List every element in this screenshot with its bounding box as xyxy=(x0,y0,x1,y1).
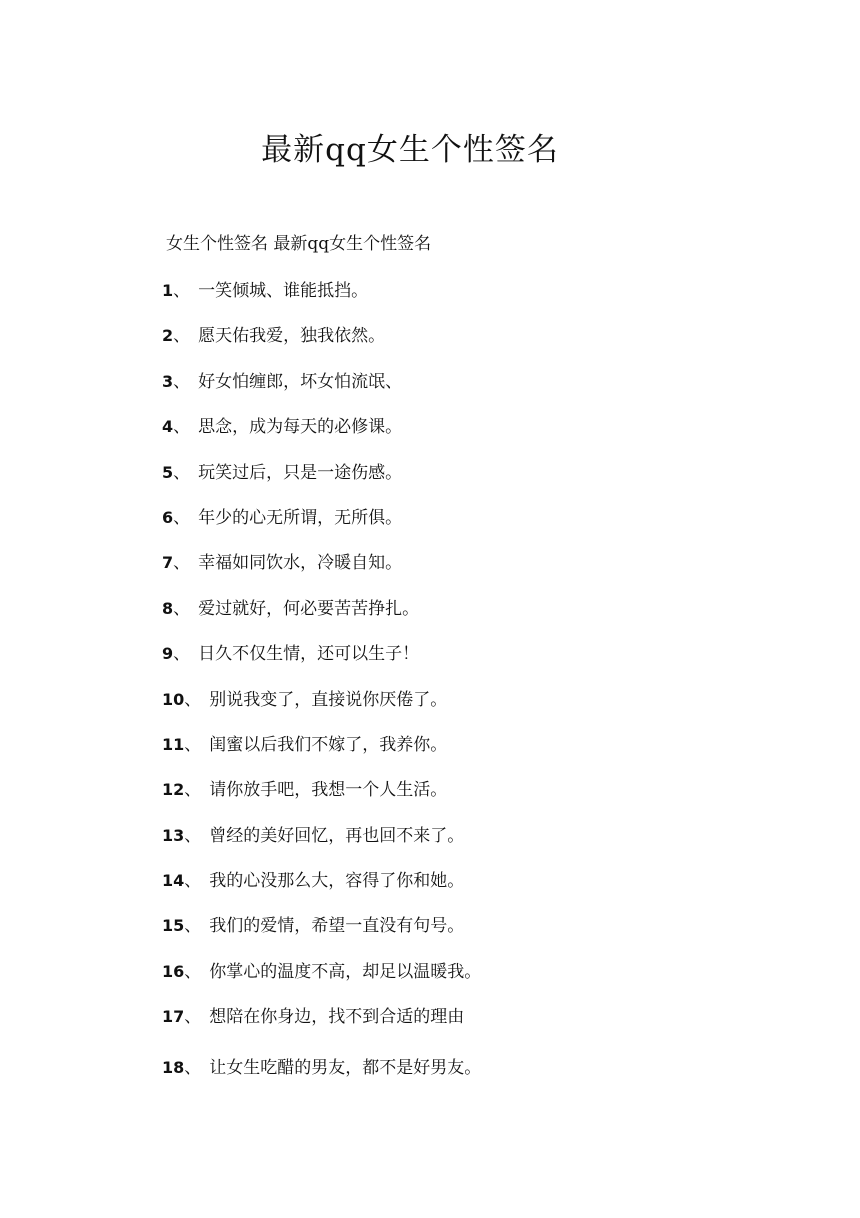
list-item xyxy=(162,823,481,868)
item-text: 年少的心无所谓，无所俱。 xyxy=(198,507,403,528)
list-item xyxy=(162,777,481,822)
list-item xyxy=(162,278,481,323)
item-separator: 、 xyxy=(173,371,191,392)
item-number: 12 xyxy=(162,780,185,800)
item-number: 4 xyxy=(162,417,174,437)
item-text: 幸福如同饮水，冷暖自知。 xyxy=(198,553,403,574)
item-separator: 、 xyxy=(173,281,191,301)
list-item xyxy=(162,1055,481,1100)
item-text: 玩笑过后，只是一途伤感。 xyxy=(198,462,403,483)
intro-line: 女生个性签名 最新qq女生个性签名 xyxy=(166,234,432,254)
item-separator: 、 xyxy=(173,417,191,438)
item-separator: 、 xyxy=(184,1057,202,1078)
item-text: 想陪在你身边，找不到合适的理由 xyxy=(209,1007,465,1028)
item-text: 闺蜜以后我们不嫁了，我养你。 xyxy=(209,734,448,755)
item-text: 一笑倾城、谁能抵挡。 xyxy=(198,281,369,301)
item-number: 17 xyxy=(162,1007,185,1027)
item-text: 我的心没那么大，容得了你和她。 xyxy=(209,871,465,892)
item-separator: 、 xyxy=(184,1007,202,1028)
item-number: 11 xyxy=(162,734,185,754)
list-item xyxy=(162,868,481,913)
item-number: 9 xyxy=(162,644,174,664)
item-number: 18 xyxy=(162,1057,185,1077)
item-number: 15 xyxy=(162,916,185,936)
list-item xyxy=(162,732,481,777)
item-text: 请你放手吧，我想一个人生活。 xyxy=(209,780,448,801)
list-item xyxy=(162,959,481,1004)
item-number: 14 xyxy=(162,871,185,891)
item-text: 别说我变了，直接说你厌倦了。 xyxy=(209,689,448,710)
list-item xyxy=(162,913,481,958)
list-item xyxy=(162,460,481,505)
item-text: 思念，成为每天的必修课。 xyxy=(198,417,403,438)
item-number: 13 xyxy=(162,825,185,845)
item-separator: 、 xyxy=(173,326,191,347)
item-separator: 、 xyxy=(184,916,202,937)
item-text: 让女生吃醋的男友，都不是好男友。 xyxy=(209,1057,482,1078)
item-separator: 、 xyxy=(184,961,202,982)
list-item xyxy=(162,641,481,686)
signature-list xyxy=(162,278,481,1100)
item-number: 16 xyxy=(162,961,185,981)
list-item xyxy=(162,505,481,550)
item-separator: 、 xyxy=(173,553,191,574)
page-title: 最新qq女生个性签名 xyxy=(261,132,559,168)
item-separator: 、 xyxy=(184,780,202,801)
item-text: 曾经的美好回忆，再也回不来了。 xyxy=(209,825,465,846)
item-number: 3 xyxy=(162,371,174,391)
item-number: 5 xyxy=(162,462,174,482)
item-number: 2 xyxy=(162,326,174,346)
item-number: 6 xyxy=(162,507,174,527)
item-number: 1 xyxy=(162,281,174,300)
item-number: 7 xyxy=(162,553,174,573)
list-item xyxy=(162,687,481,732)
item-text: 我们的爱情，希望一直没有句号。 xyxy=(209,916,465,937)
item-separator: 、 xyxy=(184,734,202,755)
item-separator: 、 xyxy=(184,871,202,892)
item-number: 8 xyxy=(162,598,174,618)
item-text: 好女怕缠郎，坏女怕流氓、 xyxy=(198,371,403,392)
list-item xyxy=(162,323,481,368)
item-text: 爱过就好，何必要苦苦挣扎。 xyxy=(198,598,420,619)
list-item xyxy=(162,596,481,641)
item-separator: 、 xyxy=(173,598,191,619)
item-text: 愿天佑我爱，独我依然。 xyxy=(198,326,386,347)
item-text: 日久不仅生情，还可以生子！ xyxy=(198,644,420,665)
item-separator: 、 xyxy=(173,507,191,528)
item-separator: 、 xyxy=(173,644,191,665)
item-number: 10 xyxy=(162,689,185,709)
list-item xyxy=(162,550,481,595)
item-separator: 、 xyxy=(184,689,202,710)
list-item xyxy=(162,414,481,459)
item-text: 你掌心的温度不高，却足以温暖我。 xyxy=(209,961,482,982)
item-separator: 、 xyxy=(173,462,191,483)
list-item xyxy=(162,1004,481,1049)
item-separator: 、 xyxy=(184,825,202,846)
list-item xyxy=(162,369,481,414)
